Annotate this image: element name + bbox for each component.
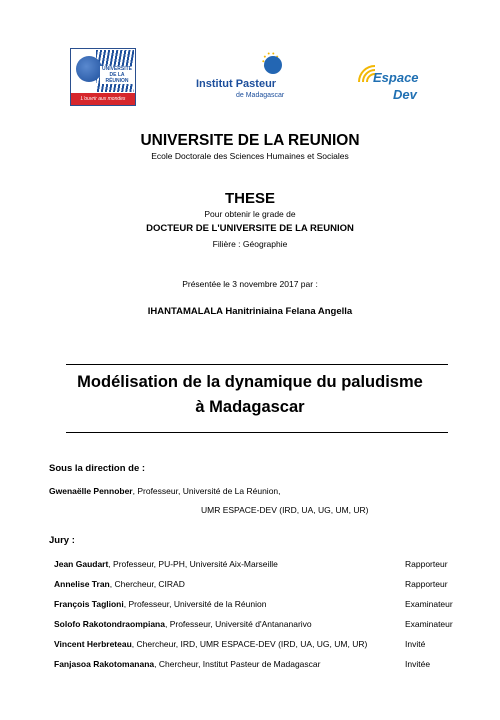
jury-member-role: Examinateur	[405, 599, 453, 609]
jury-member-role: Rapporteur	[405, 579, 448, 589]
pasteur-logo-sub: de Madagascar	[236, 92, 285, 99]
jury-member-role: Rapporteur	[405, 559, 448, 569]
jury-member-name: Annelise Tran	[54, 579, 110, 589]
reunion-logo-name: UNIVERSITÉ DE LA RÉUNION	[101, 66, 132, 84]
field-of-study: Filière : Géographie	[212, 239, 288, 249]
globe-icon	[76, 56, 102, 82]
jury-member-detail: , Chercheur, CIRAD	[109, 579, 185, 589]
jury-member-detail: , Professeur, Université d'Antananarivo	[164, 619, 312, 629]
jury-member-name: François Taglioni	[54, 599, 124, 609]
jury-member-name: Vincent Herbreteau	[54, 639, 132, 649]
jury-member-detail: , Chercheur, IRD, UMR ESPACE-DEV (IRD, UA, UG, UM, UR)	[131, 639, 368, 649]
jury-heading: Jury :	[49, 535, 75, 546]
jury-member	[49, 639, 469, 653]
jury-member-detail: , Chercheur, Institut Pasteur de Madagascar	[154, 659, 321, 669]
direction-heading: Sous la direction de :	[49, 463, 146, 474]
jury-member-name: Jean Gaudart	[54, 559, 109, 569]
jury-member-name: Fanjasoa Rakotomanana	[54, 659, 155, 669]
director-detail: , Professeur, Université de La Réunion,	[132, 486, 281, 496]
university-name: UNIVERSITE DE LA REUNION	[140, 132, 360, 149]
author-name: IHANTAMALALA Hanitriniaina Felana Angella	[147, 306, 353, 317]
thesis-purpose: Pour obtenir le grade de	[204, 209, 296, 219]
pasteur-emblem-icon	[264, 56, 282, 74]
jury-member-role: Invité	[405, 639, 426, 649]
espace-dev-line2: Dev	[393, 87, 417, 102]
jury-member-role: Invitée	[405, 659, 431, 669]
presentation-date: Présentée le 3 novembre 2017 par :	[182, 279, 318, 289]
degree-name: DOCTEUR DE L'UNIVERSITE DE LA REUNION	[146, 223, 354, 234]
jury-member	[49, 619, 469, 633]
jury-member	[49, 559, 469, 573]
institut-pasteur-logo	[196, 52, 294, 104]
jury-member-detail: , Professeur, Université de la Réunion	[123, 599, 267, 609]
director-name: Gwenaëlle Pennober	[49, 486, 133, 496]
title-divider-bottom	[66, 432, 448, 433]
director-affiliation: UMR ESPACE-DEV (IRD, UA, UG, UM, UR)	[201, 505, 369, 515]
jury-member-name: Solofo Rakotondraompiana	[54, 619, 165, 629]
thesis-title-line2: à Madagascar	[195, 398, 305, 416]
director-line	[49, 486, 281, 496]
jury-member	[49, 579, 469, 593]
espace-dev-line1: Espace	[373, 70, 419, 85]
doctoral-school: Ecole Doctorale des Sciences Humaines et Sociales	[151, 151, 349, 161]
jury-member	[49, 599, 469, 613]
espace-dev-logo	[357, 60, 432, 110]
universite-reunion-logo	[70, 48, 136, 106]
thesis-title-line1: Modélisation de la dynamique du paludisme	[77, 373, 423, 391]
reunion-logo-tagline: L'ouvrir aux mondes	[71, 93, 135, 105]
pasteur-logo-name: Institut Pasteur	[196, 78, 277, 90]
thesis-label: THESE	[224, 190, 275, 207]
jury-member-role: Examinateur	[405, 619, 453, 629]
title-divider-top	[66, 364, 448, 365]
jury-member-detail: , Professeur, PU-PH, Université Aix-Marseille	[108, 559, 278, 569]
jury-member	[49, 659, 469, 673]
